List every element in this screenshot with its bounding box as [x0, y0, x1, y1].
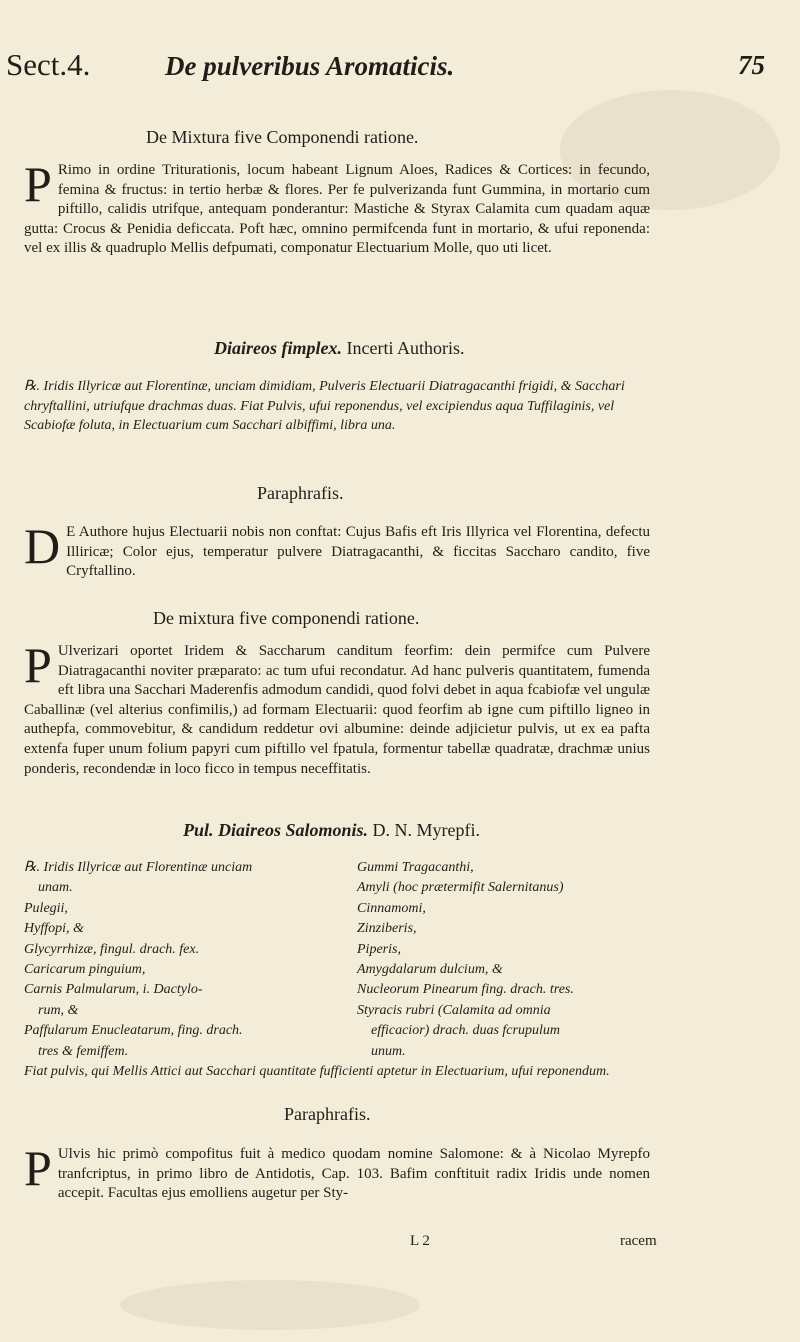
catchword: racem — [620, 1233, 657, 1249]
recipe-title: Pul. Diaireos Salomonis. — [183, 820, 369, 840]
paragraph-text: Ulverizari oportet Iridem & Saccharum canditum feorfim: dein permifce cum Pulvere Diatragacanthi noviter præparato: ac tum ufui recondatur. Ad hanc pulveris quantitatem, fumenda eft libra una Sacchari Maderenfis admodum candidi, quod folvi debet in aqua fcabiofæ vel ungulæ Caballinæ (vel alterius confimilis,) ad formam Electuarii: quod feorfim ab igne cum piftillo ligneo in authepfa, commovebitur, & candidum reddetur ovi albumine: deinde adjicietur pulvis, ut ex ea pafta extenfa fuper unum folium papyri cum piftillo vel fpatula, formentur tabellæ quadratæ, drachmæ unius ponderis, recondendæ in loco ficco in tempus neceffitatis. — [24, 643, 650, 777]
ingredient-line: Zinziberis, — [357, 921, 417, 937]
ingredient-column-right — [357, 858, 574, 1062]
ingredient-line: Glycyrrhizæ, fingul. drach. fex. — [24, 941, 200, 957]
ingredient-line: Styracis rubri (Calamita ad omnia — [357, 1002, 551, 1018]
section-heading: De Mixtura five Componendi ratione. — [146, 127, 419, 147]
recipe-author: Incerti Authoris. — [346, 338, 465, 358]
running-title: De pulveribus Aromaticis. — [165, 51, 455, 81]
body-paragraph — [24, 1140, 650, 1204]
section-label: Sect.4. — [6, 47, 91, 82]
recipe-heading — [183, 820, 480, 841]
drop-initial: P — [24, 156, 52, 212]
body-paragraph — [24, 156, 650, 259]
ingredient-line: Paffularum Enucleatarum, fing. drach. — [24, 1023, 243, 1039]
drop-initial: P — [24, 1140, 52, 1196]
ingredient-line: Piperis, — [357, 941, 401, 957]
recipe-instruction: Fiat pulvis, qui Mellis Attici aut Sacchari quantitate fufficienti aptetur in Electuarium, ufui reponendum. — [24, 1064, 610, 1079]
ingredient-line: Amyli (hoc prætermifit Salernitanus) — [357, 880, 564, 896]
paragraph-text: Ulvis hic primò compofitus fuit à medico quodam nomine Salomone: & à Nicolao Myrepfo tranfcriptus, in primo libro de Antidotis, Cap. 103. Bafim conftituit radix Iridis unde nomen accepit. Facultas ejus emolliens augetur per Sty- — [57, 1146, 650, 1202]
paraphrase-heading: Paraphrafis. — [284, 1104, 371, 1124]
ingredient-line: tres & femiffem. — [38, 1043, 129, 1059]
ingredient-line: efficacior) drach. duas fcrupulum — [371, 1023, 560, 1039]
ingredient-line: Cinnamomi, — [357, 900, 426, 916]
ingredient-line: Nucleorum Pinearum fing. drach. tres. — [357, 982, 574, 998]
body-paragraph — [24, 518, 650, 582]
ingredient-line: unum. — [371, 1043, 406, 1059]
ingredient-line: rum, & — [38, 1002, 79, 1018]
ingredient-line: ℞. Iridis Illyricæ aut Florentinæ unciam — [24, 860, 253, 875]
signature-mark: L 2 — [410, 1233, 430, 1249]
ingredient-line: Pulegii, — [24, 900, 68, 916]
section-heading: De mixtura five componendi ratione. — [153, 608, 420, 628]
ingredient-line: Amygdalarum dulcium, & — [357, 962, 503, 978]
recipe-author: D. N. Myrepfi. — [372, 820, 481, 840]
paper-stain — [120, 1280, 420, 1330]
ingredient-line: Caricarum pinguium, — [24, 962, 146, 978]
recipe-title: Diaireos fimplex. — [214, 338, 342, 358]
paragraph-text: E Authore hujus Electuarii nobis non conftat: Cujus Bafis eft Iris Illyrica vel Florentina, defectu Illiricæ; Color ejus, temperatur pulvere Diatragacanthi, & ficcitas Saccharo candito, five Cryftallino. — [66, 524, 650, 580]
ingredient-line: Hyffopi, & — [24, 921, 84, 937]
ingredient-line: Carnis Palmularum, i. Dactylo- — [24, 982, 203, 998]
recipe-text: ℞. Iridis Illyricæ aut Florentinæ, unciam dimidiam, Pulveris Electuarii Diatragacanthi frigidi, & Sacchari chryftallini, utriufque drachmas duas. Fiat Pulvis, ufui reponendus, vel excipiendus aqua Tuffilaginis, vel Scabiofæ foluta, in Electuarium cum Sacchari albiffimi, libra una. — [24, 379, 625, 434]
body-paragraph — [24, 637, 650, 779]
recipe-heading — [214, 338, 464, 359]
drop-initial: D — [24, 518, 61, 574]
drop-initial: P — [24, 637, 52, 693]
paragraph-text: Rimo in ordine Triturationis, locum habeant Lignum Aloes, Radices & Cortices: in fecundo, femina & fructus: in tertio herbæ & flores. Per fe pulverizanda funt Gummina, in mortario cum piftillo, calidis utrifque, antequam ponderantur: Mastiche & Styrax Calamita cum quadam aquæ gutta: Crocus & Penidia deficcata. Poft hæc, omnino permifcenda funt in mortario, & ufui reponenda: vel ex illis & quadruplo Mellis defpumati, componatur Electuarium Molle, quo uti licet. — [24, 162, 650, 257]
page-number: 75 — [738, 50, 765, 80]
ingredient-line: Gummi Tragacanthi, — [357, 860, 474, 875]
paraphrase-heading: Paraphrafis. — [257, 483, 344, 503]
ingredient-line: unam. — [38, 880, 73, 896]
ingredient-column-left — [24, 858, 252, 1062]
